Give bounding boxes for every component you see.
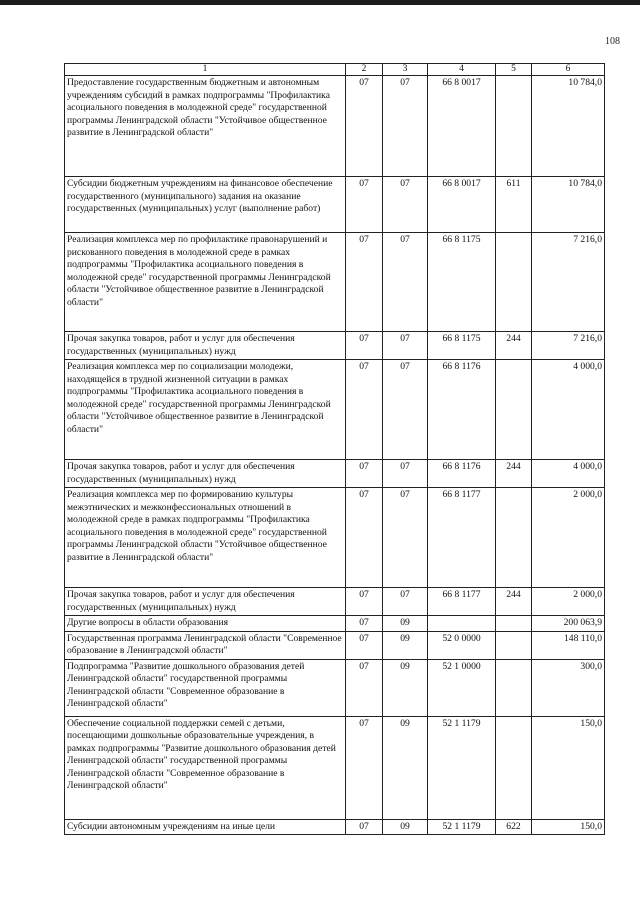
row-amount: 300,0 <box>532 659 605 716</box>
table-row <box>65 360 605 460</box>
row-target-code: 52 1 1179 <box>428 819 496 835</box>
row-subsection: 07 <box>383 76 428 177</box>
row-amount: 4 000,0 <box>532 460 605 488</box>
row-subsection: 07 <box>383 233 428 332</box>
row-name: Реализация комплекса мер по социализации молодежи, находящейся в трудной жизненной ситуации в рамках подпрограммы "Профилактика асоциального поведения в молодежной среде" государственной программы Ленинградской области "Устойчивое общественное развитие в Ленинградской области" <box>65 360 346 460</box>
row-expense-type: 611 <box>496 177 532 233</box>
row-target-code: 52 1 1179 <box>428 716 496 819</box>
row-subsection: 07 <box>383 177 428 233</box>
row-target-code: 66 8 1177 <box>428 488 496 588</box>
table-row <box>65 631 605 659</box>
row-section: 07 <box>346 716 383 819</box>
row-amount: 200 063,9 <box>532 616 605 632</box>
row-amount: 150,0 <box>532 716 605 819</box>
row-section: 07 <box>346 588 383 616</box>
row-subsection: 09 <box>383 616 428 632</box>
header-col-3: 3 <box>383 64 428 76</box>
header-col-5: 5 <box>496 64 532 76</box>
row-name: Прочая закупка товаров, работ и услуг для обеспечения государственных (муниципальных) нужд <box>65 332 346 360</box>
table-row <box>65 716 605 819</box>
row-subsection: 09 <box>383 716 428 819</box>
row-section: 07 <box>346 460 383 488</box>
row-name: Прочая закупка товаров, работ и услуг для обеспечения государственных (муниципальных) нужд <box>65 460 346 488</box>
header-col-4: 4 <box>428 64 496 76</box>
row-name: Предоставление государственным бюджетным и автономным учреждениям субсидий в рамках подпрограммы "Профилактика асоциального поведения в молодежной среде" государственной программы Ленинградской области "Устойчивое общественное развитие в Ленинградской области" <box>65 76 346 177</box>
row-amount: 7 216,0 <box>532 332 605 360</box>
row-target-code: 52 1 0000 <box>428 659 496 716</box>
table-row <box>65 177 605 233</box>
row-section: 07 <box>346 488 383 588</box>
row-subsection: 09 <box>383 659 428 716</box>
row-section: 07 <box>346 332 383 360</box>
row-expense-type <box>496 716 532 819</box>
table-row <box>65 588 605 616</box>
row-target-code: 66 8 1176 <box>428 460 496 488</box>
row-section: 07 <box>346 631 383 659</box>
row-name: Подпрограмма "Развитие дошкольного образования детей Ленинградской области" государственной программы Ленинградской области "Современное образование в Ленинградской области" <box>65 659 346 716</box>
row-name: Другие вопросы в области образования <box>65 616 346 632</box>
row-section: 07 <box>346 177 383 233</box>
row-subsection: 07 <box>383 332 428 360</box>
top-border <box>0 0 640 5</box>
header-col-2: 2 <box>346 64 383 76</box>
row-subsection: 07 <box>383 588 428 616</box>
row-expense-type: 244 <box>496 460 532 488</box>
row-expense-type <box>496 631 532 659</box>
row-subsection: 09 <box>383 631 428 659</box>
row-target-code: 66 8 0017 <box>428 76 496 177</box>
row-amount: 10 784,0 <box>532 177 605 233</box>
row-expense-type <box>496 233 532 332</box>
row-amount: 148 110,0 <box>532 631 605 659</box>
row-name: Реализация комплекса мер по формированию культуры межэтнических и межконфессиональных отношений в молодежной среде в рамках подпрограммы "Профилактика асоциального поведения в молодежной среде" государственной программы Ленинградской области "Устойчивое общественное развитие в Ленинградской области" <box>65 488 346 588</box>
page-number: 108 <box>605 36 620 47</box>
table-row <box>65 616 605 632</box>
row-target-code: 52 0 0000 <box>428 631 496 659</box>
row-section: 07 <box>346 819 383 835</box>
row-target-code: 66 8 1177 <box>428 588 496 616</box>
header-row <box>65 64 605 76</box>
table-row <box>65 76 605 177</box>
row-section: 07 <box>346 616 383 632</box>
row-section: 07 <box>346 233 383 332</box>
row-section: 07 <box>346 76 383 177</box>
row-name: Реализация комплекса мер по профилактике правонарушений и рискованного поведения в молодежной среде в рамках подпрограммы "Профилактика асоциального поведения в молодежной среде" государственной программы Ленинградской области "Устойчивое общественное развитие в Ленинградской области" <box>65 233 346 332</box>
row-amount: 7 216,0 <box>532 233 605 332</box>
row-amount: 4 000,0 <box>532 360 605 460</box>
row-target-code: 66 8 1176 <box>428 360 496 460</box>
table-row <box>65 460 605 488</box>
row-expense-type: 244 <box>496 588 532 616</box>
row-target-code <box>428 616 496 632</box>
table-row <box>65 233 605 332</box>
row-amount: 150,0 <box>532 819 605 835</box>
row-subsection: 07 <box>383 360 428 460</box>
table-row <box>65 488 605 588</box>
row-name: Субсидии автономным учреждениям на иные цели <box>65 819 346 835</box>
row-subsection: 07 <box>383 460 428 488</box>
row-subsection: 09 <box>383 819 428 835</box>
table-row <box>65 659 605 716</box>
row-target-code: 66 8 1175 <box>428 233 496 332</box>
row-expense-type <box>496 360 532 460</box>
row-target-code: 66 8 0017 <box>428 177 496 233</box>
row-name: Прочая закупка товаров, работ и услуг для обеспечения государственных (муниципальных) нужд <box>65 588 346 616</box>
row-expense-type <box>496 488 532 588</box>
row-expense-type: 244 <box>496 332 532 360</box>
header-col-6: 6 <box>532 64 605 76</box>
row-expense-type <box>496 616 532 632</box>
row-amount: 2 000,0 <box>532 488 605 588</box>
header-col-1: 1 <box>65 64 346 76</box>
row-name: Обеспечение социальной поддержки семей с детьми, посещающими дошкольные образовательные учреждения, в рамках подпрограммы "Развитие дошкольного образования детей Ленинградской области" государственной программы Ленинградской области "Современное образование в Ленинградской области" <box>65 716 346 819</box>
row-name: Субсидии бюджетным учреждениям на финансовое обеспечение государственного (муниципального) задания на оказание государственных (муниципальных) услуг (выполнение работ) <box>65 177 346 233</box>
row-expense-type <box>496 76 532 177</box>
row-name: Государственная программа Ленинградской области "Современное образование в Ленинградской области" <box>65 631 346 659</box>
row-expense-type <box>496 659 532 716</box>
budget-table <box>64 63 605 835</box>
row-subsection: 07 <box>383 488 428 588</box>
row-target-code: 66 8 1175 <box>428 332 496 360</box>
row-amount: 2 000,0 <box>532 588 605 616</box>
table-row <box>65 332 605 360</box>
row-expense-type: 622 <box>496 819 532 835</box>
table-row <box>65 819 605 835</box>
row-section: 07 <box>346 360 383 460</box>
row-amount: 10 784,0 <box>532 76 605 177</box>
row-section: 07 <box>346 659 383 716</box>
